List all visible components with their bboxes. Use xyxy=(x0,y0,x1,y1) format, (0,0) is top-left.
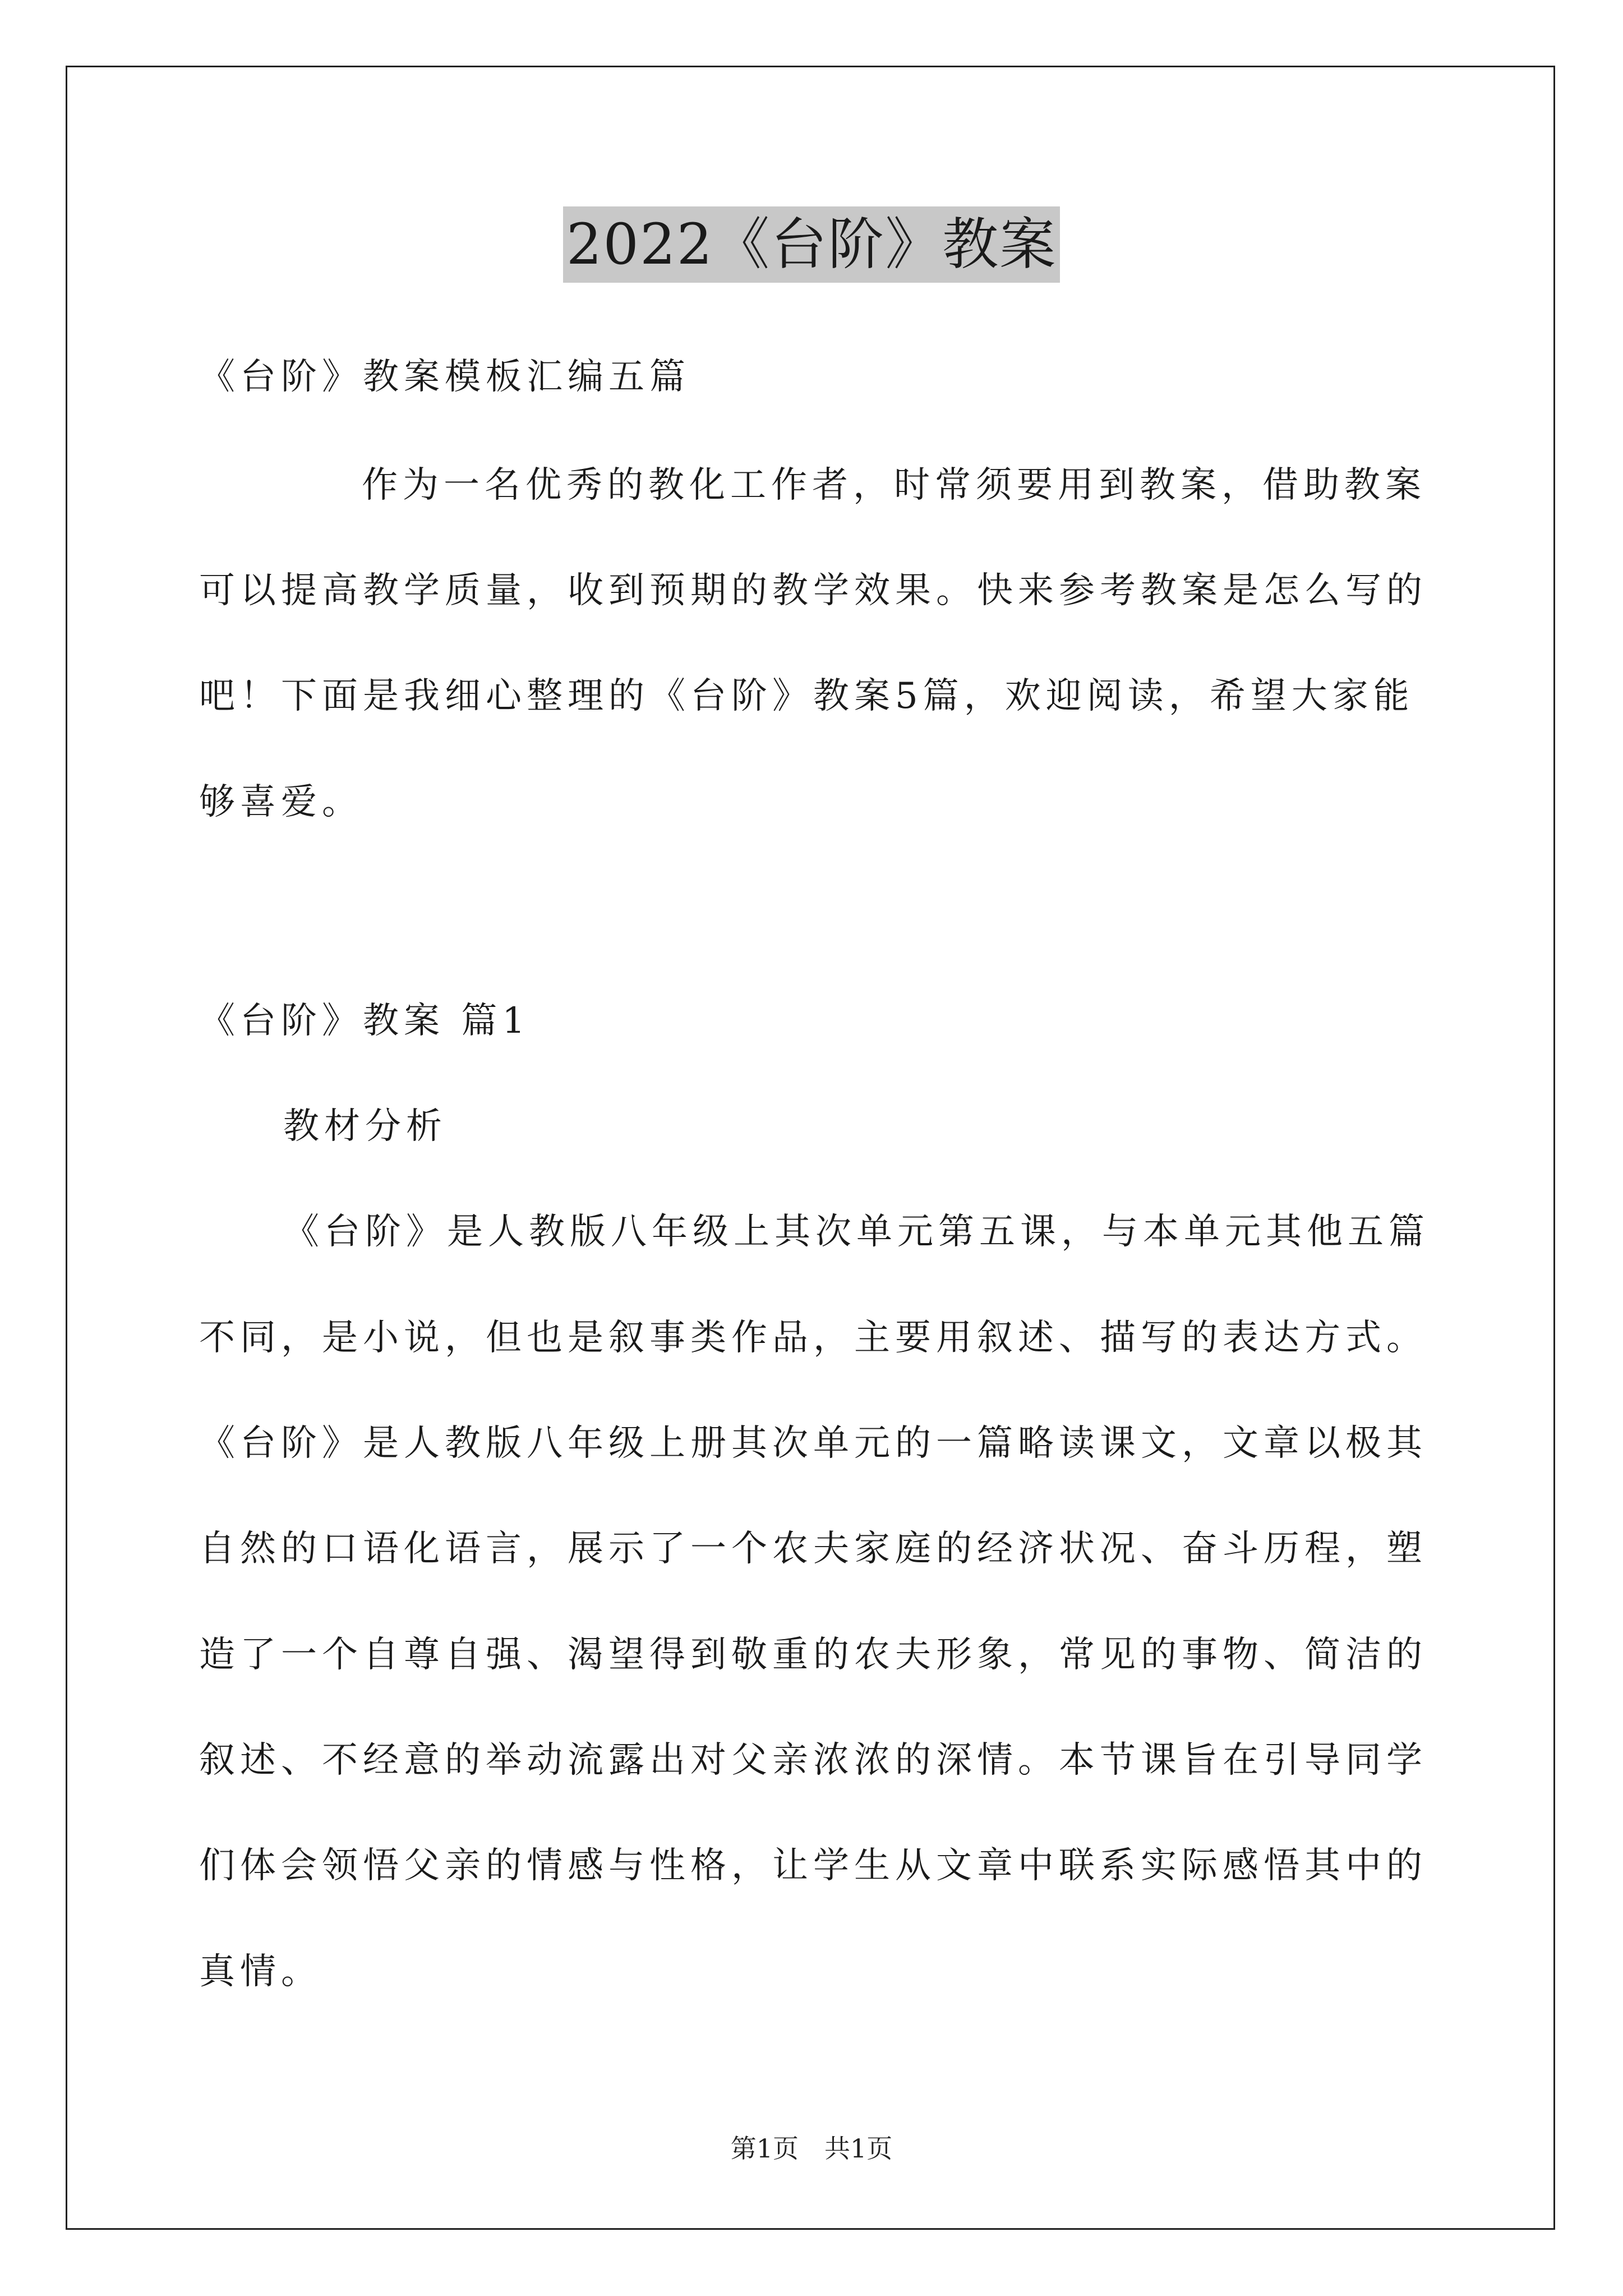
title-container xyxy=(0,206,1623,283)
intro-line-4: 够喜爱。 xyxy=(199,781,363,823)
sub-heading: 教材分析 xyxy=(283,1106,447,1147)
intro-line-1: 作为一名优秀的教化工作者，时常须要用到教案，借助教案 xyxy=(362,464,1426,506)
intro-line-3: 吧！下面是我细心整理的《台阶》教案5篇，欢迎阅读，希望大家能 xyxy=(199,675,1414,717)
body-line-2: 不同，是小说，但也是叙事类作品，主要用叙述、描写的表达方式。 xyxy=(199,1317,1427,1359)
body-line-1: 《台阶》是人教版八年级上其次单元第五课，与本单元其他五篇 xyxy=(283,1211,1430,1253)
intro-line-2: 可以提高教学质量，收到预期的教学效果。快来参考教案是怎么写的 xyxy=(199,570,1427,611)
body-line-4: 自然的口语化语言，展示了一个农夫家庭的经济状况、奋斗历程，塑 xyxy=(199,1528,1427,1570)
page-footer: 第1页 共1页 xyxy=(730,2133,893,2164)
document-subtitle: 《台阶》教案模板汇编五篇 xyxy=(199,356,690,398)
body-line-5: 造了一个自尊自强、渴望得到敬重的农夫形象，常见的事物、简洁的 xyxy=(199,1634,1427,1676)
section-heading: 《台阶》教案 篇1 xyxy=(199,1000,531,1042)
document-title: 2022《台阶》教案 xyxy=(563,206,1061,283)
body-line-3: 《台阶》是人教版八年级上册其次单元的一篇略读课文，文章以极其 xyxy=(199,1423,1427,1464)
body-line-8: 真情。 xyxy=(199,1951,322,1993)
body-line-7: 们体会领悟父亲的情感与性格，让学生从文章中联系实际感悟其中的 xyxy=(199,1845,1427,1887)
body-line-6: 叙述、不经意的举动流露出对父亲浓浓的深情。本节课旨在引导同学 xyxy=(199,1740,1427,1781)
